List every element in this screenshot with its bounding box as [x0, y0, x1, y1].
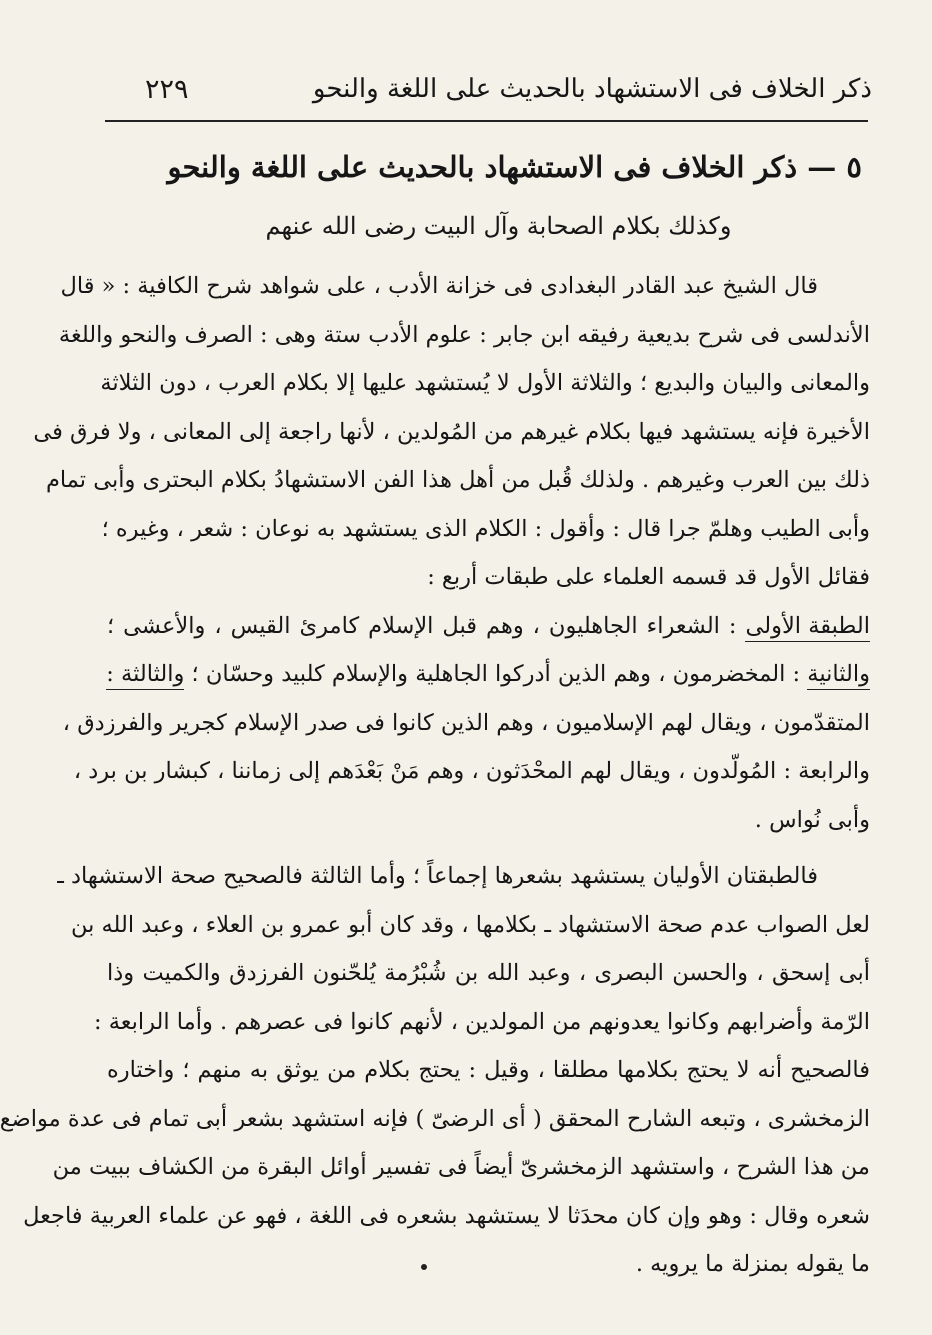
class-label-third: والثالثة : [106, 660, 184, 690]
text-line: قال الشيخ عبد القادر البغدادى فى خزانة الأدب ، على شواهد شرح الكافية : « قال [60, 273, 818, 299]
text-line: وأبى الطيب وهلمّ جرا قال : وأقول : الكلام الذى يستشهد به نوعان : شعر ، وغيره ؛ [101, 515, 870, 542]
text-line: شعره وقال : وهو وإن كان محدَثا لا يستشهد بشعره فى اللغة ، فهو عن علماء العربية فاجعل [23, 1202, 870, 1229]
text-line: الرّمة وأضرابهم وكانوا يعدونهم من المولدين ، لأنهم كانوا فى عصرهم . وأما الرابعة : [93, 1008, 870, 1035]
text-line: ذلك بين العرب وغيرهم . ولذلك قُبل من أهل هذا الفن الاستشهادُ بكلام البحترى وأبى تمام [45, 467, 870, 493]
class-text-second: : المخضرمون ، وهم الذين أدركوا الجاهلية والإسلام كلبيد وحسّان ؛ [184, 661, 808, 687]
text-line: والمعانى والبيان والبديع ؛ والثلاثة الأول لا يُستشهد عليها إلا بكلام العرب ، دون الثلاثة [100, 370, 870, 396]
text-line: ما يقوله بمنزلة ما يرويه . [635, 1251, 870, 1277]
section-subtitle: وكذلك بكلام الصحابة وآل البيت رضى الله عنهم [265, 212, 732, 240]
class-text-first: : الشعراء الجاهليون ، وهم قبل الإسلام كامرئ القيس ، والأعشى ؛ [107, 612, 746, 639]
class-label-first: الطبقة الأولى [745, 612, 870, 642]
text-line: الأندلسى فى شرح بديعية رفيقه ابن جابر : علوم الأدب ستة وهى : الصرف والنحو واللغة [58, 321, 870, 348]
text-line: فالطبقتان الأوليان يستشهد بشعرها إجماعاً ؛ وأما الثالثة فالصحيح صحة الاستشهاد ـ [57, 863, 818, 889]
body-text [0, 262, 870, 1289]
bottom-dot-mark [421, 1264, 427, 1270]
text-line: فقائل الأول قد قسمه العلماء على طبقات أربع : [427, 564, 870, 590]
class-label-second: والثانية [807, 660, 870, 690]
text-line: فالصحيح أنه لا يحتج بكلامها مطلقا ، وقيل : يحتج بكلام من يوثق به منهم ؛ واختاره [107, 1057, 870, 1083]
text-line: أبى إسحق ، والحسن البصرى ، وعبد الله بن شُبْرُمة يُلحّنون الفرزدق والكميت وذا [107, 960, 870, 986]
class-line-fourth-end: وأبى نُواس . [754, 806, 870, 833]
running-head [145, 64, 872, 114]
section-title: ٥ — ذكر الخلاف فى الاستشهاد بالحديث على اللغة والنحو [167, 150, 862, 184]
text-line: لعل الصواب عدم صحة الاستشهاد ـ بكلامها ، وقد كان أبو عمرو بن العلاء ، وعبد الله بن [70, 911, 870, 938]
class-line-third: المتقدّمون ، ويقال لهم الإسلاميون ، وهم الذين كانوا فى صدر الإسلام كجرير والفرزدق ، [62, 709, 870, 736]
class-line-fourth: والرابعة : المُولّدون ، ويقال لهم المحْدَثون ، وهم مَنْ بَعْدَهم إلى زماننا ، كبشار بن برد ، [73, 758, 870, 784]
header-rule [105, 120, 868, 122]
class-line-first [107, 602, 870, 651]
class-line-second [107, 650, 870, 699]
running-head-title: ذكر الخلاف فى الاستشهاد بالحديث على اللغة والنحو [312, 74, 872, 104]
text-line: الزمخشرى ، وتبعه الشارح المحقق ( أى الرضىّ ) فإنه استشهد بشعر أبى تمام فى عدة مواضع [0, 1105, 870, 1132]
page-number: ٢٢٩ [145, 73, 189, 105]
text-line: الأخيرة فإنه يستشهد فيها بكلام غيرهم من المُولدين ، لأنها راجعة إلى المعانى ، ولا فرق فى [33, 418, 870, 445]
text-line: من هذا الشرح ، واستشهد الزمخشرىّ أيضاً فى تفسير أوائل البقرة من الكشاف ببيت من [52, 1154, 870, 1180]
